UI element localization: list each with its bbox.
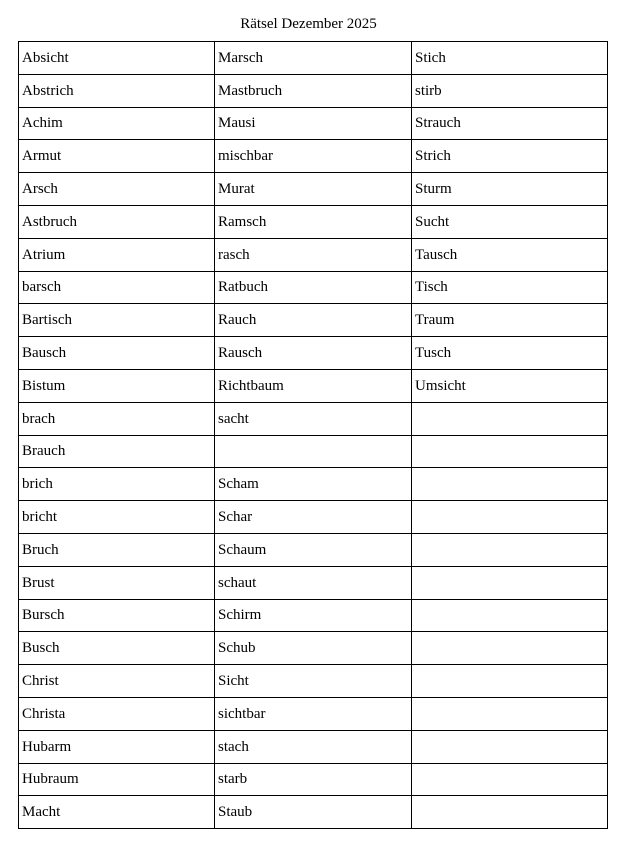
table-cell: rasch bbox=[215, 238, 412, 271]
table-cell: Schub bbox=[215, 632, 412, 665]
table-cell: stirb bbox=[412, 74, 608, 107]
table-row bbox=[19, 533, 608, 566]
table-row bbox=[19, 468, 608, 501]
table-cell: Richtbaum bbox=[215, 369, 412, 402]
table-cell: Schaum bbox=[215, 533, 412, 566]
table-cell: barsch bbox=[19, 271, 215, 304]
table-cell: Sturm bbox=[412, 173, 608, 206]
table-cell: sichtbar bbox=[215, 697, 412, 730]
table-cell: schaut bbox=[215, 566, 412, 599]
table-cell bbox=[412, 665, 608, 698]
table-row bbox=[19, 205, 608, 238]
table-row bbox=[19, 599, 608, 632]
table-row bbox=[19, 402, 608, 435]
table-row bbox=[19, 501, 608, 534]
table-row bbox=[19, 304, 608, 337]
table-cell: sacht bbox=[215, 402, 412, 435]
table-cell: mischbar bbox=[215, 140, 412, 173]
table-cell: Traum bbox=[412, 304, 608, 337]
table-row bbox=[19, 140, 608, 173]
table-cell: Tisch bbox=[412, 271, 608, 304]
table-cell: Abstrich bbox=[19, 74, 215, 107]
table-cell: Brust bbox=[19, 566, 215, 599]
table-cell: Achim bbox=[19, 107, 215, 140]
table-cell bbox=[412, 697, 608, 730]
table-cell: starb bbox=[215, 763, 412, 796]
table-row bbox=[19, 271, 608, 304]
table-cell: brich bbox=[19, 468, 215, 501]
table-row bbox=[19, 173, 608, 206]
table-cell: Marsch bbox=[215, 42, 412, 75]
table-row bbox=[19, 730, 608, 763]
table-cell bbox=[412, 501, 608, 534]
table-cell bbox=[412, 796, 608, 829]
table-cell: bricht bbox=[19, 501, 215, 534]
table-cell bbox=[412, 730, 608, 763]
table-row bbox=[19, 697, 608, 730]
table-cell: Tausch bbox=[412, 238, 608, 271]
table-cell: Astbruch bbox=[19, 205, 215, 238]
table-cell: Arsch bbox=[19, 173, 215, 206]
table-row bbox=[19, 763, 608, 796]
table-cell: Umsicht bbox=[412, 369, 608, 402]
table-cell: Scham bbox=[215, 468, 412, 501]
table-cell: Murat bbox=[215, 173, 412, 206]
table-cell: Hubarm bbox=[19, 730, 215, 763]
table-cell: Mastbruch bbox=[215, 74, 412, 107]
table-cell: Absicht bbox=[19, 42, 215, 75]
table-cell: Ratbuch bbox=[215, 271, 412, 304]
table-cell: Bursch bbox=[19, 599, 215, 632]
table-row bbox=[19, 42, 608, 75]
table-row bbox=[19, 238, 608, 271]
table-cell: Bausch bbox=[19, 337, 215, 370]
table-cell: Tusch bbox=[412, 337, 608, 370]
table-cell bbox=[412, 435, 608, 468]
table-cell bbox=[412, 632, 608, 665]
table-row bbox=[19, 632, 608, 665]
word-table bbox=[18, 41, 608, 829]
table-row bbox=[19, 665, 608, 698]
table-row bbox=[19, 796, 608, 829]
table-cell bbox=[412, 763, 608, 796]
word-table-body bbox=[19, 42, 608, 829]
table-cell: Rauch bbox=[215, 304, 412, 337]
table-cell: Atrium bbox=[19, 238, 215, 271]
table-cell: Strich bbox=[412, 140, 608, 173]
table-cell bbox=[412, 468, 608, 501]
table-cell: Schar bbox=[215, 501, 412, 534]
table-row bbox=[19, 74, 608, 107]
table-cell: Mausi bbox=[215, 107, 412, 140]
table-row bbox=[19, 107, 608, 140]
table-cell: Armut bbox=[19, 140, 215, 173]
table-cell bbox=[412, 599, 608, 632]
document-title: Rätsel Dezember 2025 bbox=[240, 16, 377, 32]
table-cell: Sicht bbox=[215, 665, 412, 698]
table-cell: Bruch bbox=[19, 533, 215, 566]
table-cell: brach bbox=[19, 402, 215, 435]
table-cell bbox=[412, 566, 608, 599]
table-cell: Stich bbox=[412, 42, 608, 75]
table-cell bbox=[412, 402, 608, 435]
table-cell bbox=[412, 533, 608, 566]
table-cell bbox=[215, 435, 412, 468]
table-cell: Hubraum bbox=[19, 763, 215, 796]
table-cell: Schirm bbox=[215, 599, 412, 632]
table-cell: Staub bbox=[215, 796, 412, 829]
table-cell: Bistum bbox=[19, 369, 215, 402]
table-cell: stach bbox=[215, 730, 412, 763]
table-cell: Christ bbox=[19, 665, 215, 698]
table-cell: Brauch bbox=[19, 435, 215, 468]
table-row bbox=[19, 337, 608, 370]
table-cell: Rausch bbox=[215, 337, 412, 370]
table-cell: Busch bbox=[19, 632, 215, 665]
table-row bbox=[19, 566, 608, 599]
table-row bbox=[19, 369, 608, 402]
table-row bbox=[19, 435, 608, 468]
table-cell: Macht bbox=[19, 796, 215, 829]
table-cell: Bartisch bbox=[19, 304, 215, 337]
table-cell: Christa bbox=[19, 697, 215, 730]
table-cell: Ramsch bbox=[215, 205, 412, 238]
table-cell: Strauch bbox=[412, 107, 608, 140]
table-cell: Sucht bbox=[412, 205, 608, 238]
